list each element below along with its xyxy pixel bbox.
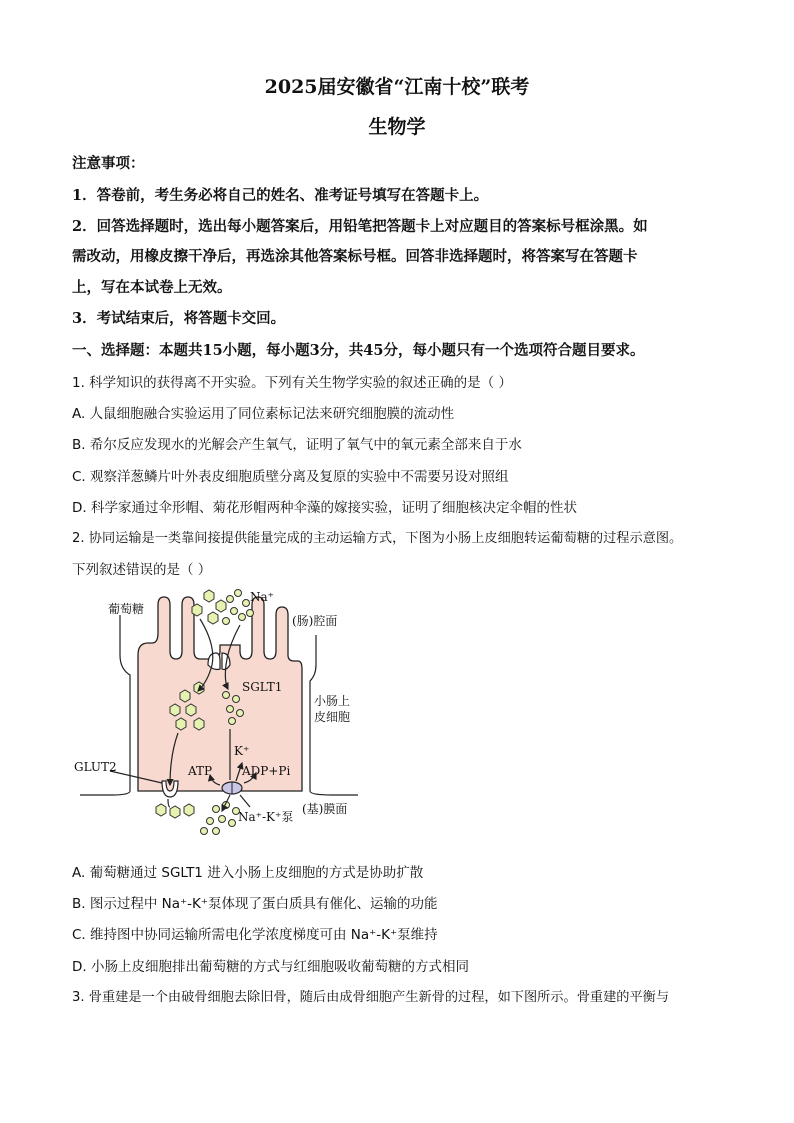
- q2-option-c: C. 维持图中协同运输所需电化学浓度梯度可由 Na⁺-K⁺泵维持: [72, 927, 438, 943]
- label-k: K⁺: [234, 744, 250, 758]
- label-pump: Na⁺-K⁺泵: [238, 810, 294, 824]
- label-glucose: 葡萄糖: [108, 602, 145, 616]
- notice-item-2-line-3: 上，写在本试卷上无效。: [72, 279, 232, 296]
- glucose-molecules-basal: [156, 804, 194, 818]
- q2-option-b: B. 图示过程中 Na⁺-K⁺泵体现了蛋白质具有催化、运输的功能: [72, 896, 438, 912]
- notice-item-3: 3．考试结束后，将答题卡交回。: [72, 310, 286, 327]
- label-sglt1: SGLT1: [242, 680, 283, 694]
- glucose-molecules-lumen: [192, 590, 226, 624]
- na-k-pump: [222, 782, 242, 794]
- q2-option-d: D. 小肠上皮细胞排出葡萄糖的方式与红细胞吸收葡萄糖的方式相同: [72, 959, 469, 975]
- q1-option-d: D. 科学家通过伞形帽、菊花形帽两种伞藻的嫁接实验，证明了细胞核决定伞帽的性状: [72, 500, 577, 516]
- q1-option-b: B. 希尔反应发现水的光解会产生氧气，证明了氧气中的氧元素全部来自于水: [72, 437, 522, 453]
- notice-item-1: 1．答卷前，考生务必将自己的姓名、准考证号填写在答题卡上。: [72, 187, 489, 204]
- q1-option-c: C. 观察洋葱鳞片叶外表皮细胞质壁分离及复原的实验中不需要另设对照组: [72, 469, 509, 485]
- label-atp: ATP: [188, 764, 213, 778]
- label-cell-line-1: 小肠上: [314, 694, 351, 708]
- cell-cytoplasm: [138, 597, 302, 791]
- label-lumen: (肠)腔面: [292, 614, 338, 628]
- q2-option-a: A. 葡萄糖通过 SGLT1 进入小肠上皮细胞的方式是协助扩散: [72, 865, 424, 881]
- label-glut2: GLUT2: [74, 760, 117, 774]
- label-adp: ADP+Pi: [242, 764, 291, 778]
- q2-stem-line-2: 下列叙述错误的是（ ）: [72, 562, 212, 578]
- label-cell-line-2: 皮细胞: [314, 710, 351, 724]
- sodium-ions-lumen: [223, 590, 254, 625]
- q3-stem-line-1: 3. 骨重建是一个由破骨细胞去除旧骨，随后由成骨细胞产生新骨的过程，如下图所示。骨重建的平衡与: [72, 990, 670, 1005]
- label-na: Na⁺: [250, 590, 274, 604]
- notice-heading: 注意事项：: [72, 155, 145, 172]
- subject-title: 生物学: [368, 116, 426, 138]
- glucose-transport-diagram: [70, 585, 370, 845]
- section-heading: 一、选择题：本题共15小题，每小题3分，共45分，每小题只有一个选项符合题目要求。: [72, 342, 645, 359]
- q2-stem-line-1: 2. 协同运输是一类靠间接提供能量完成的主动运输方式，下图为小肠上皮细胞转运葡萄糖的过程示意图。: [72, 531, 683, 546]
- sodium-ions-basal: [201, 802, 240, 835]
- q1-stem: 1. 科学知识的获得离不开实验。下列有关生物学实验的叙述正确的是（ ）: [72, 375, 512, 391]
- exam-title: 2025届安徽省“江南十校”联考: [264, 76, 530, 98]
- q1-option-a: A. 人鼠细胞融合实验运用了同位素标记法来研究细胞膜的流动性: [72, 406, 455, 422]
- notice-item-2-line-1: 2．回答选择题时，选出每小题答案后，用铅笔把答题卡上对应题目的答案标号框涂黑。如: [72, 218, 648, 235]
- label-basal: (基)膜面: [302, 802, 348, 816]
- notice-item-2-line-2: 需改动，用橡皮擦干净后，再选涂其他答案标号框。回答非选择题时，将答案写在答题卡: [72, 248, 638, 265]
